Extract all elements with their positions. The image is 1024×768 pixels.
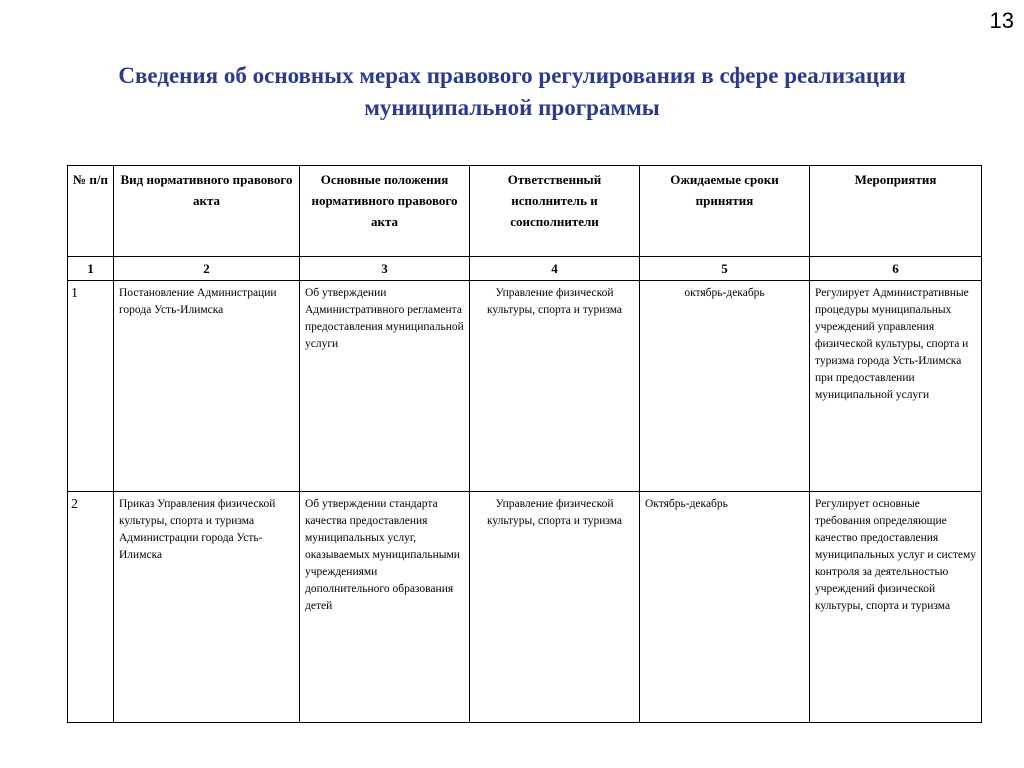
column-number: 3 — [300, 257, 470, 281]
row-index: 2 — [68, 492, 114, 723]
provisions-cell: Об утверждении Административного регламента предоставления муниципальной услуги — [300, 281, 470, 492]
header-measures: Мероприятия — [810, 166, 982, 257]
deadline-cell: Октябрь-декабрь — [640, 492, 810, 723]
measures-cell: Регулирует Административные процедуры муниципальных учреждений управления физической культуры, спорта и туризма города Усть-Илимска при предоставлении муниципальной услуги — [810, 281, 982, 492]
header-deadline: Ожидаемые сроки принятия — [640, 166, 810, 257]
measures-cell: Регулирует основные требования определяющие качество предоставления муниципальных услуг и систему контроля за деятельностью учреждений физической культуры, спорта и туризма — [810, 492, 982, 723]
table-row — [68, 281, 982, 492]
act-type-cell: Постановление Администрации города Усть-Илимска — [114, 281, 300, 492]
header-act-type: Вид нормативного правового акта — [114, 166, 300, 257]
table-header-row — [68, 166, 982, 257]
table-row — [68, 492, 982, 723]
column-number: 4 — [470, 257, 640, 281]
header-index: № п/п — [68, 166, 114, 257]
page-title: Сведения об основных мерах правового регулирования в сфере реализации муниципальной программы — [118, 63, 906, 120]
column-number: 5 — [640, 257, 810, 281]
page-number: 13 — [989, 8, 1014, 33]
legal-regulation-table — [67, 165, 982, 723]
executor-cell: Управление физической культуры, спорта и туризма — [470, 492, 640, 723]
act-type-cell: Приказ Управления физической культуры, спорта и туризма Администрации города Усть-Илимска — [114, 492, 300, 723]
deadline-cell: октябрь-декабрь — [640, 281, 810, 492]
header-executor: Ответственный исполнитель и соисполнители — [470, 166, 640, 257]
column-number-row — [68, 257, 982, 281]
column-number: 1 — [68, 257, 114, 281]
header-provisions: Основные положения нормативного правового акта — [300, 166, 470, 257]
column-number: 6 — [810, 257, 982, 281]
row-index: 1 — [68, 281, 114, 492]
column-number: 2 — [114, 257, 300, 281]
provisions-cell: Об утверждении стандарта качества предоставления муниципальных услуг, оказываемых муниципальными учреждениями дополнительного образования детей — [300, 492, 470, 723]
executor-cell: Управление физической культуры, спорта и туризма — [470, 281, 640, 492]
